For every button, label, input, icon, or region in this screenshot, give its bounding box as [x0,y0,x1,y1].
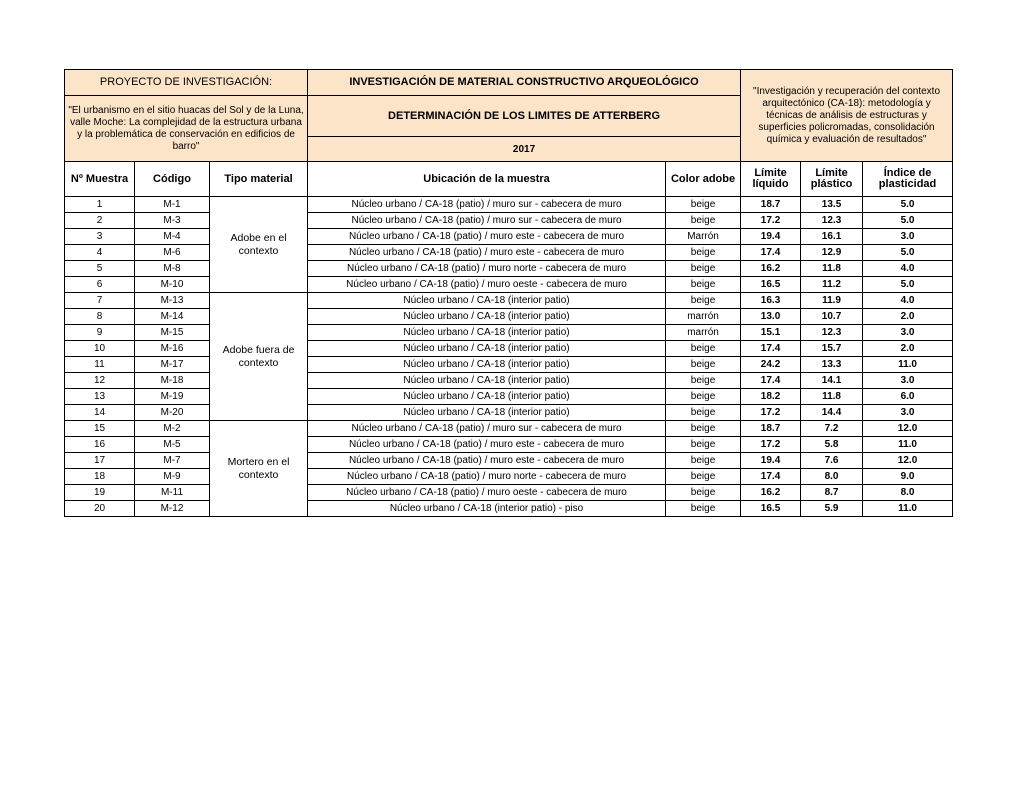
liquid-limit: 17.4 [741,469,801,485]
plasticity-index: 3.0 [863,229,953,245]
sample-location: Núcleo urbano / CA-18 (patio) / muro sur - cabecera de muro [308,197,666,213]
adobe-color: beige [666,197,741,213]
sample-code: M-17 [135,357,210,373]
plastic-limit: 14.4 [801,405,863,421]
table-row [65,325,953,341]
plasticity-index: 6.0 [863,389,953,405]
liquid-limit: 17.2 [741,437,801,453]
plastic-limit: 12.9 [801,245,863,261]
liquid-limit: 17.4 [741,341,801,357]
project-label: PROYECTO DE INVESTIGACIÓN: [65,70,308,96]
table-row [65,437,953,453]
liquid-limit: 18.7 [741,421,801,437]
title-atterberg: DETERMINACIÓN DE LOS LIMITES DE ATTERBERG [308,96,741,137]
plasticity-index: 12.0 [863,453,953,469]
plastic-limit: 8.0 [801,469,863,485]
table-row [65,421,953,437]
liquid-limit: 17.2 [741,213,801,229]
sample-location: Núcleo urbano / CA-18 (patio) / muro oeste - cabecera de muro [308,485,666,501]
sample-number: 6 [65,277,135,293]
adobe-color: beige [666,501,741,517]
sample-number: 9 [65,325,135,341]
title-investigation: INVESTIGACIÓN DE MATERIAL CONSTRUCTIVO ARQUEOLÓGICO [308,70,741,96]
sample-code: M-12 [135,501,210,517]
adobe-color: marrón [666,325,741,341]
material-type: Mortero en el contexto [210,421,308,517]
sample-number: 13 [65,389,135,405]
adobe-color: beige [666,373,741,389]
adobe-color: beige [666,341,741,357]
liquid-limit: 16.2 [741,485,801,501]
table-row [65,213,953,229]
sample-location: Núcleo urbano / CA-18 (interior patio) [308,325,666,341]
plastic-limit: 5.9 [801,501,863,517]
plasticity-index: 4.0 [863,293,953,309]
sample-number: 19 [65,485,135,501]
sample-code: M-13 [135,293,210,309]
adobe-color: beige [666,245,741,261]
col-limite-plastico: Límite plástico [801,162,863,197]
material-type: Adobe fuera de contexto [210,293,308,421]
table-row [65,405,953,421]
sample-code: M-6 [135,245,210,261]
plastic-limit: 5.8 [801,437,863,453]
liquid-limit: 13.0 [741,309,801,325]
adobe-color: beige [666,277,741,293]
sample-code: M-7 [135,453,210,469]
sample-location: Núcleo urbano / CA-18 (interior patio) [308,389,666,405]
liquid-limit: 17.2 [741,405,801,421]
sample-number: 3 [65,229,135,245]
table-row [65,469,953,485]
right-description: "Investigación y recuperación del contexto arquitectónico (CA-18): metodología y técnicas de análisis de estructuras y superficies policromadas, consolidación química y evaluación de resultados" [741,70,953,162]
table-row [65,389,953,405]
sample-number: 20 [65,501,135,517]
sample-number: 14 [65,405,135,421]
sample-number: 10 [65,341,135,357]
table-row [65,277,953,293]
liquid-limit: 17.4 [741,245,801,261]
sample-number: 16 [65,437,135,453]
sample-number: 18 [65,469,135,485]
plasticity-index: 8.0 [863,485,953,501]
plastic-limit: 10.7 [801,309,863,325]
material-type: Adobe en el contexto [210,197,308,293]
sample-code: M-5 [135,437,210,453]
table-row [65,245,953,261]
liquid-limit: 18.2 [741,389,801,405]
col-ubicacion: Ubicación de la muestra [308,162,666,197]
adobe-color: beige [666,261,741,277]
sample-code: M-3 [135,213,210,229]
liquid-limit: 16.5 [741,501,801,517]
adobe-color: beige [666,357,741,373]
plastic-limit: 12.3 [801,213,863,229]
table-row [65,197,953,213]
sample-number: 17 [65,453,135,469]
col-tipo-material: Tipo material [210,162,308,197]
table-row [65,453,953,469]
sample-location: Núcleo urbano / CA-18 (patio) / muro este - cabecera de muro [308,437,666,453]
table-row [65,501,953,517]
plastic-limit: 16.1 [801,229,863,245]
sample-code: M-15 [135,325,210,341]
sample-code: M-1 [135,197,210,213]
sample-number: 1 [65,197,135,213]
plasticity-index: 5.0 [863,213,953,229]
adobe-color: beige [666,485,741,501]
plasticity-index: 3.0 [863,405,953,421]
sample-location: Núcleo urbano / CA-18 (patio) / muro sur - cabecera de muro [308,213,666,229]
sample-location: Núcleo urbano / CA-18 (patio) / muro este - cabecera de muro [308,229,666,245]
sample-location: Núcleo urbano / CA-18 (patio) / muro este - cabecera de muro [308,245,666,261]
sample-number: 4 [65,245,135,261]
sample-code: M-8 [135,261,210,277]
adobe-color: beige [666,421,741,437]
table-row [65,373,953,389]
sample-location: Núcleo urbano / CA-18 (interior patio) - piso [308,501,666,517]
plasticity-index: 3.0 [863,373,953,389]
plasticity-index: 12.0 [863,421,953,437]
adobe-color: beige [666,469,741,485]
table-row [65,229,953,245]
sample-number: 15 [65,421,135,437]
sample-code: M-4 [135,229,210,245]
liquid-limit: 24.2 [741,357,801,373]
table-row [65,293,953,309]
adobe-color: marrón [666,309,741,325]
table-row [65,357,953,373]
plasticity-index: 11.0 [863,437,953,453]
sample-code: M-20 [135,405,210,421]
plastic-limit: 8.7 [801,485,863,501]
sample-location: Núcleo urbano / CA-18 (interior patio) [308,357,666,373]
plastic-limit: 7.6 [801,453,863,469]
liquid-limit: 19.4 [741,229,801,245]
adobe-color: beige [666,293,741,309]
sample-location: Núcleo urbano / CA-18 (patio) / muro norte - cabecera de muro [308,469,666,485]
adobe-color: beige [666,213,741,229]
sample-code: M-11 [135,485,210,501]
plasticity-index: 3.0 [863,325,953,341]
sample-location: Núcleo urbano / CA-18 (interior patio) [308,309,666,325]
plastic-limit: 14.1 [801,373,863,389]
sample-location: Núcleo urbano / CA-18 (interior patio) [308,405,666,421]
plasticity-index: 2.0 [863,341,953,357]
sample-code: M-10 [135,277,210,293]
sample-code: M-2 [135,421,210,437]
sample-number: 5 [65,261,135,277]
sample-number: 8 [65,309,135,325]
sample-number: 12 [65,373,135,389]
plastic-limit: 7.2 [801,421,863,437]
plastic-limit: 11.9 [801,293,863,309]
header-row-1 [65,70,953,96]
table-row [65,485,953,501]
plasticity-index: 4.0 [863,261,953,277]
table-row [65,341,953,357]
table-row [65,261,953,277]
table-row [65,309,953,325]
plasticity-index: 5.0 [863,245,953,261]
liquid-limit: 16.3 [741,293,801,309]
col-indice-plasticidad: Índice de plasticidad [863,162,953,197]
liquid-limit: 19.4 [741,453,801,469]
plasticity-index: 11.0 [863,357,953,373]
plasticity-index: 11.0 [863,501,953,517]
col-codigo: Código [135,162,210,197]
atterberg-table [64,69,953,517]
column-header-row [65,162,953,197]
plastic-limit: 12.3 [801,325,863,341]
plasticity-index: 5.0 [863,277,953,293]
plastic-limit: 13.3 [801,357,863,373]
sample-code: M-18 [135,373,210,389]
plastic-limit: 11.8 [801,389,863,405]
liquid-limit: 17.4 [741,373,801,389]
sample-location: Núcleo urbano / CA-18 (interior patio) [308,293,666,309]
sample-location: Núcleo urbano / CA-18 (interior patio) [308,341,666,357]
sample-location: Núcleo urbano / CA-18 (patio) / muro este - cabecera de muro [308,453,666,469]
sample-location: Núcleo urbano / CA-18 (patio) / muro sur - cabecera de muro [308,421,666,437]
sample-number: 2 [65,213,135,229]
plastic-limit: 11.8 [801,261,863,277]
plasticity-index: 2.0 [863,309,953,325]
plastic-limit: 15.7 [801,341,863,357]
sample-location: Núcleo urbano / CA-18 (patio) / muro norte - cabecera de muro [308,261,666,277]
col-limite-liquido: Límite líquido [741,162,801,197]
adobe-color: Marrón [666,229,741,245]
sample-code: M-9 [135,469,210,485]
plasticity-index: 9.0 [863,469,953,485]
sample-location: Núcleo urbano / CA-18 (patio) / muro oeste - cabecera de muro [308,277,666,293]
liquid-limit: 15.1 [741,325,801,341]
adobe-color: beige [666,453,741,469]
sample-code: M-19 [135,389,210,405]
sample-location: Núcleo urbano / CA-18 (interior patio) [308,373,666,389]
sample-number: 7 [65,293,135,309]
liquid-limit: 16.5 [741,277,801,293]
year: 2017 [308,137,741,162]
sample-number: 11 [65,357,135,373]
sample-code: M-16 [135,341,210,357]
adobe-color: beige [666,389,741,405]
col-n-muestra: Nº Muestra [65,162,135,197]
plastic-limit: 13.5 [801,197,863,213]
liquid-limit: 16.2 [741,261,801,277]
adobe-color: beige [666,437,741,453]
project-description: "El urbanismo en el sitio huacas del Sol y de la Luna, valle Moche: La complejidad de la estructura urbana y la problemática de conservación en edificios de barro" [65,96,308,162]
plastic-limit: 11.2 [801,277,863,293]
plasticity-index: 5.0 [863,197,953,213]
adobe-color: beige [666,405,741,421]
sample-code: M-14 [135,309,210,325]
col-color-adobe: Color adobe [666,162,741,197]
liquid-limit: 18.7 [741,197,801,213]
